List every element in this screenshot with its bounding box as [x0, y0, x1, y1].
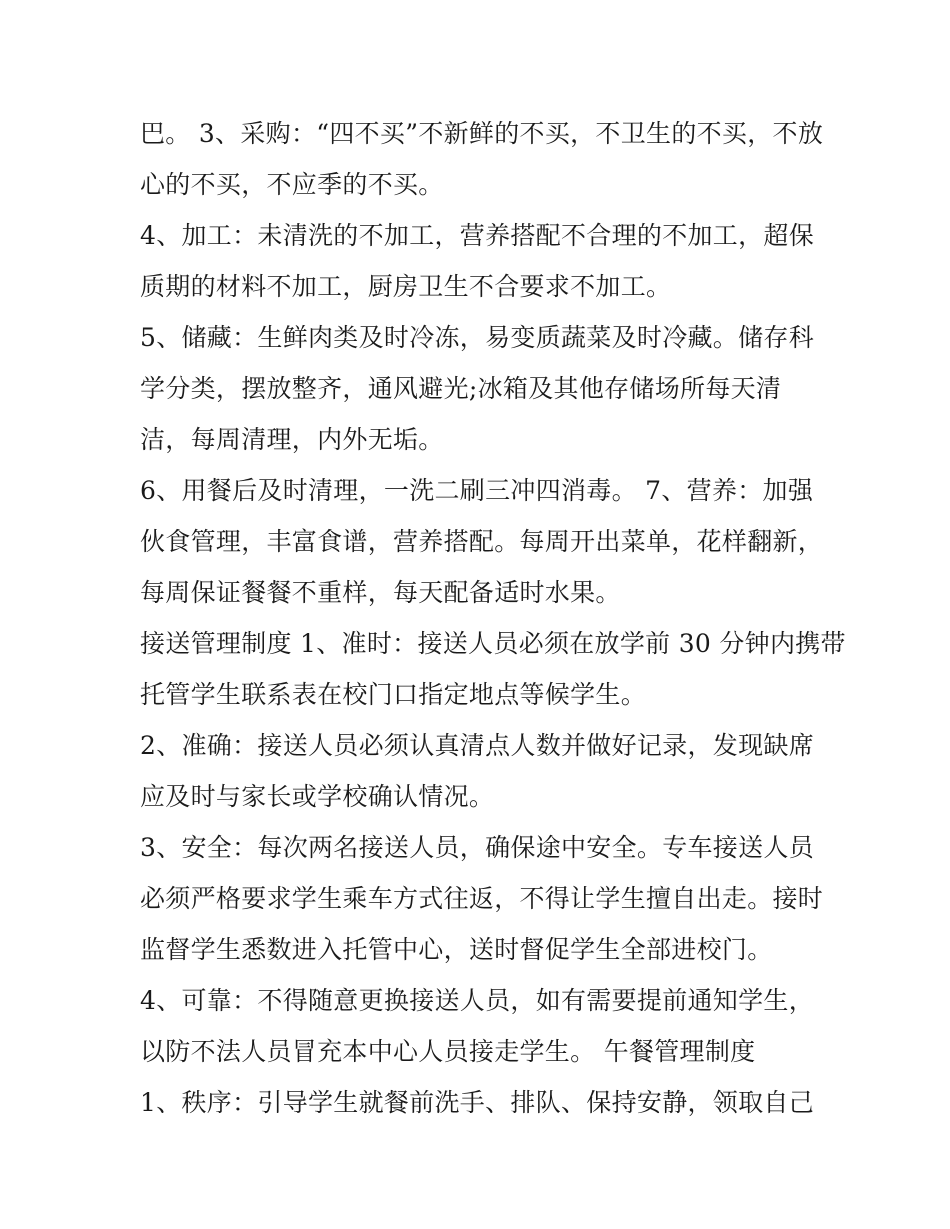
text-line: 2、准确：接送人员必须认真清点人数并做好记录，发现缺席	[140, 731, 815, 760]
text-line: 必须严格要求学生乘车方式往返，不得让学生擅自出走。接时	[140, 884, 824, 913]
text-line: 6、用餐后及时清理，一洗二刷三冲四消毒。 7、营养：加强	[140, 476, 814, 505]
text-line: 每周保证餐餐不重样，每天配备适时水果。	[140, 578, 621, 607]
text-line: 监督学生悉数进入托管中心，送时督促学生全部进校门。	[140, 935, 773, 964]
text-line: 心的不买，不应季的不买。	[140, 170, 444, 199]
text-line: 4、可靠：不得随意更换接送人员，如有需要提前通知学生，	[140, 986, 815, 1015]
text-line: 托管学生联系表在校门口指定地点等候学生。	[140, 680, 647, 709]
text-line: 4、加工：未清洗的不加工，营养搭配不合理的不加工，超保	[140, 221, 815, 250]
text-line: 5、储藏：生鲜肉类及时冷冻，易变质蔬菜及时冷藏。储存科	[140, 323, 815, 352]
text-line: 应及时与家长或学校确认情况。	[140, 782, 495, 811]
text-line: 3、安全：每次两名接送人员，确保途中安全。专车接送人员	[140, 833, 815, 862]
text-line: 接送管理制度 1、准时：接送人员必须在放学前 30 分钟内携带	[140, 629, 846, 658]
text-line: 质期的材料不加工，厨房卫生不合要求不加工。	[140, 272, 672, 301]
text-line: 1、秩序：引导学生就餐前洗手、排队、保持安静，领取自己	[140, 1088, 815, 1117]
text-line: 巴。 3、采购：“四不买”不新鲜的不买，不卫生的不买，不放	[140, 119, 824, 148]
text-line: 以防不法人员冒充本中心人员接走学生。 午餐管理制度	[140, 1037, 756, 1066]
text-line: 学分类，摆放整齐，通风避光;冰箱及其他存储场所每天清	[140, 374, 782, 403]
body-text	[140, 108, 846, 1128]
text-line: 洁，每周清理，内外无垢。	[140, 425, 444, 454]
text-line: 伙食管理，丰富食谱，营养搭配。每周开出菜单，花样翻新，	[140, 527, 824, 556]
